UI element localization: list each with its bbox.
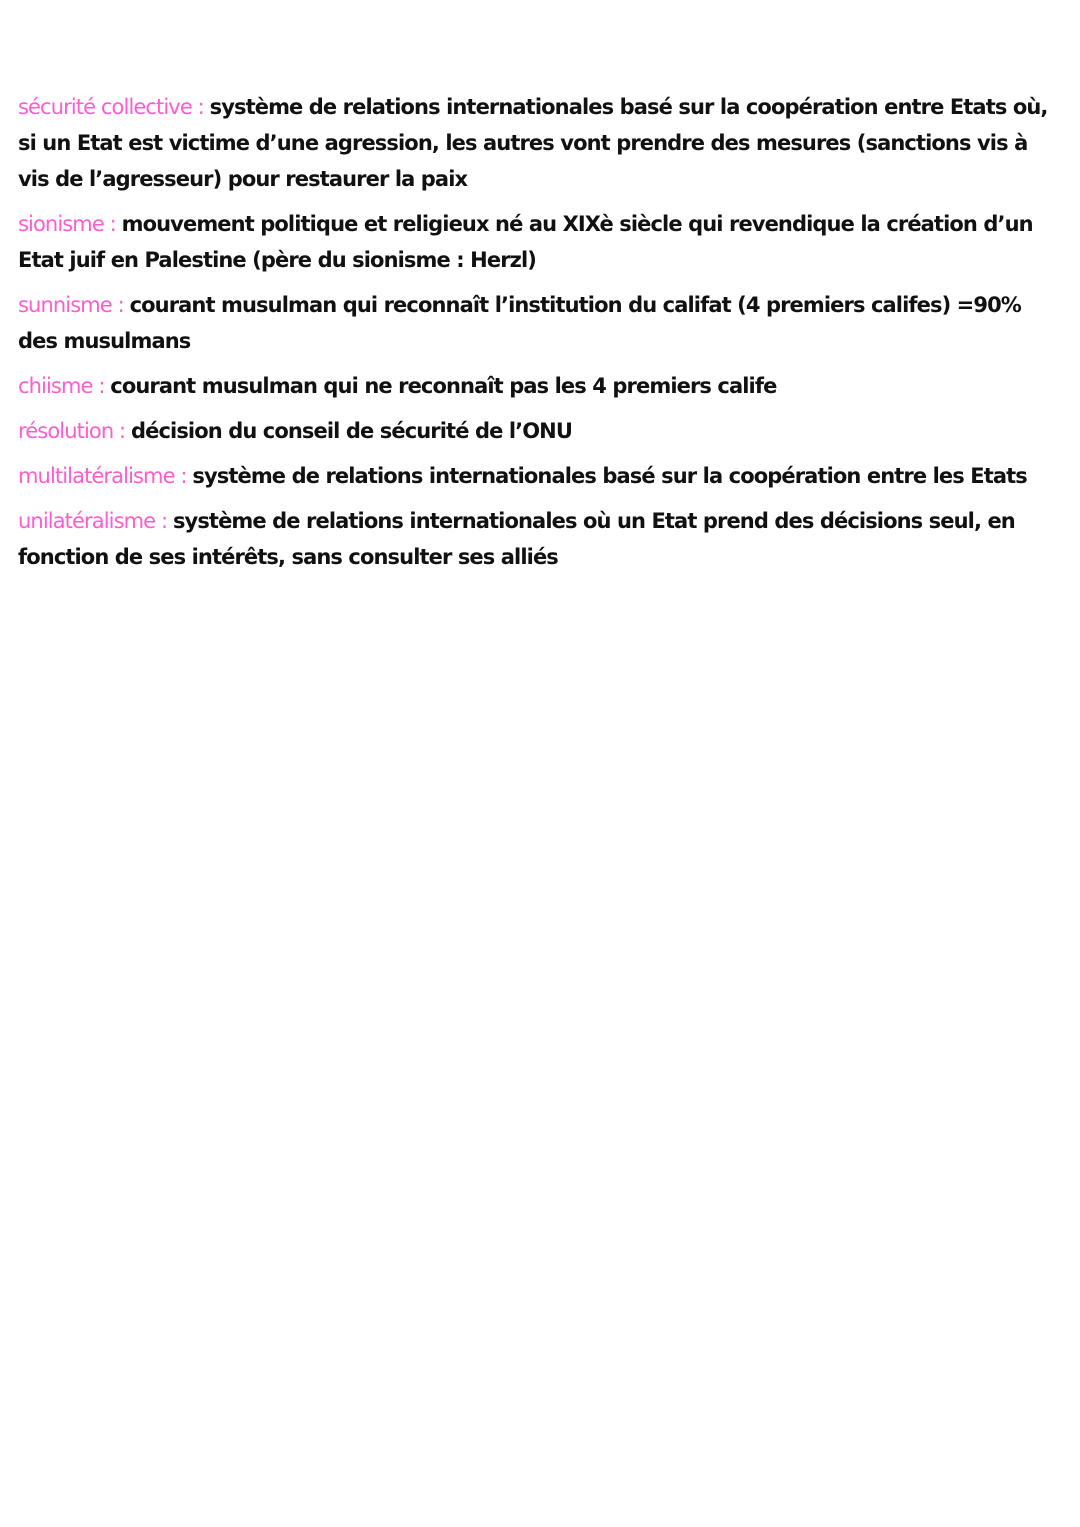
glossary-definition: système de relations internationales où un Etat prend des décisions seul, en fonction de ses intérêts, sans consulter ses alliés bbox=[18, 509, 1015, 569]
glossary-term: chiisme bbox=[18, 374, 93, 398]
glossary-definition: courant musulman qui reconnaît l’institution du califat (4 premiers califes) =90% des musulmans bbox=[18, 293, 1021, 353]
glossary-entry-sionisme bbox=[18, 206, 1062, 278]
glossary-entry-unilateralisme bbox=[18, 503, 1062, 575]
glossary-entry-multilateralisme bbox=[18, 458, 1062, 494]
glossary-entry-sunnisme bbox=[18, 287, 1062, 359]
term-separator: : bbox=[111, 293, 130, 317]
glossary-entry-resolution bbox=[18, 413, 1062, 449]
term-separator: : bbox=[113, 419, 131, 443]
term-separator: : bbox=[103, 212, 122, 236]
glossary-term: résolution bbox=[18, 419, 114, 443]
glossary-definition: mouvement politique et religieux né au XIXè siècle qui revendique la création d’un Etat juif en Palestine (père du sionisme : Herzl) bbox=[18, 212, 1033, 272]
glossary-term: sécurité collective bbox=[18, 95, 192, 119]
term-separator: : bbox=[92, 374, 111, 398]
glossary-list bbox=[18, 89, 1062, 584]
glossary-term: sionisme bbox=[18, 212, 104, 236]
glossary-definition: système de relations internationales basé sur la coopération entre Etats où, si un Etat est victime d’une agression, les autres vont prendre des mesures (sanctions vis à vis de l’agresseur) pour restaurer la paix bbox=[18, 95, 1048, 191]
term-separator: : bbox=[174, 464, 193, 488]
glossary-entry-securite-collective bbox=[18, 89, 1062, 197]
glossary-entry-chiisme bbox=[18, 368, 1062, 404]
glossary-term: multilatéralisme bbox=[18, 464, 175, 488]
glossary-definition: décision du conseil de sécurité de l’ONU bbox=[131, 419, 572, 443]
term-separator: : bbox=[191, 95, 210, 119]
glossary-definition: courant musulman qui ne reconnaît pas les 4 premiers calife bbox=[110, 374, 777, 398]
term-separator: : bbox=[155, 509, 173, 533]
glossary-definition: système de relations internationales basé sur la coopération entre les Etats bbox=[192, 464, 1027, 488]
glossary-term: unilatéralisme bbox=[18, 509, 156, 533]
glossary-term: sunnisme bbox=[18, 293, 112, 317]
